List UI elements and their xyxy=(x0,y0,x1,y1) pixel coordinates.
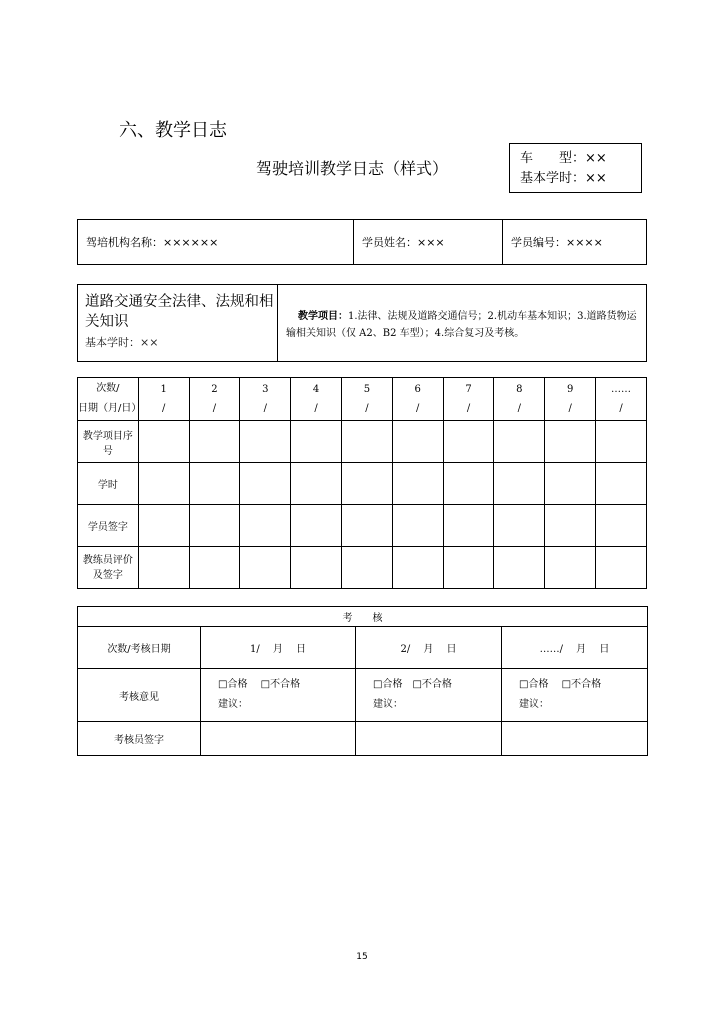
fill-cell[interactable] xyxy=(494,505,545,547)
pass-checkbox[interactable]: □合格 xyxy=(519,679,549,690)
pass-checkbox[interactable]: □合格 xyxy=(218,679,248,690)
schedule-table xyxy=(77,377,647,589)
fill-cell[interactable] xyxy=(596,463,647,505)
session-number: 5 xyxy=(363,384,371,395)
fill-cell[interactable] xyxy=(443,421,494,463)
session-date-slash: / xyxy=(365,403,369,414)
signature-cell[interactable] xyxy=(201,722,356,756)
fill-cell[interactable] xyxy=(596,421,647,463)
exam-opinion-cell xyxy=(201,669,356,722)
fill-cell[interactable] xyxy=(596,505,647,547)
course-box xyxy=(77,284,647,362)
session-date-slash: / xyxy=(619,403,623,414)
exam-date-cell[interactable]: 2/ 月 日 xyxy=(356,627,502,669)
session-column xyxy=(342,378,393,421)
pass-checkbox[interactable]: □合格 xyxy=(373,679,403,690)
basic-hours-row xyxy=(520,169,641,189)
examiner-signature-label: 考核员签字 xyxy=(78,722,201,756)
fill-cell[interactable] xyxy=(494,547,545,589)
fill-cell[interactable] xyxy=(189,505,240,547)
session-number: 2 xyxy=(211,384,218,395)
signature-cell[interactable] xyxy=(502,722,648,756)
general-info-box xyxy=(77,219,647,265)
course-info xyxy=(78,285,278,361)
course-hours: 基本学时：×× xyxy=(85,336,159,349)
session-date-slash: / xyxy=(161,403,166,414)
row-label-hours: 学时 xyxy=(78,463,139,505)
fill-cell[interactable] xyxy=(291,421,342,463)
exam-opinion-cell xyxy=(356,669,502,722)
section-title: 六、教学日志 xyxy=(119,120,227,141)
exam-signature-row xyxy=(78,722,648,756)
fill-cell[interactable] xyxy=(138,505,189,547)
fill-cell[interactable] xyxy=(240,463,291,505)
fill-cell[interactable] xyxy=(342,421,393,463)
opinion-options xyxy=(519,675,647,695)
session-number: 6 xyxy=(414,384,421,395)
fill-cell[interactable] xyxy=(138,463,189,505)
opinion-options xyxy=(218,675,355,695)
fill-cell[interactable] xyxy=(392,421,443,463)
fill-cell[interactable] xyxy=(291,505,342,547)
session-column xyxy=(291,378,342,421)
session-date-slash: / xyxy=(568,403,572,414)
fill-cell[interactable] xyxy=(596,547,647,589)
opinion-options xyxy=(373,675,501,695)
table-row xyxy=(78,463,647,505)
document-title: 驾驶培训教学日志（样式） xyxy=(256,159,449,178)
session-number: 1 xyxy=(160,384,167,395)
exam-date-row xyxy=(78,627,648,669)
schedule-header-cell xyxy=(78,378,142,421)
session-number: 7 xyxy=(465,384,472,395)
session-number: …… xyxy=(611,384,632,395)
exam-opinion-row xyxy=(78,669,648,722)
session-number: 3 xyxy=(262,384,269,395)
signature-cell[interactable] xyxy=(356,722,502,756)
vehicle-type-row xyxy=(520,149,641,169)
fail-checkbox[interactable]: □不合格 xyxy=(412,679,452,690)
session-number: 9 xyxy=(566,384,574,395)
session-date-slash: / xyxy=(517,403,522,414)
page-number: 15 xyxy=(356,952,368,962)
fill-cell[interactable] xyxy=(494,421,545,463)
session-column xyxy=(545,378,596,421)
course-content-text: 1.法律、法规及道路交通信号；2.机动车基本知识；3.道路货物运输相关知识（仅 A2、B2 车型）；4.综合复习及考核。 xyxy=(286,311,637,339)
session-column xyxy=(392,378,443,421)
session-column xyxy=(494,378,545,421)
fill-cell[interactable] xyxy=(443,463,494,505)
session-number: 4 xyxy=(312,384,320,395)
exam-title-row xyxy=(78,607,648,627)
course-content-label: 教学项目： xyxy=(298,311,348,322)
row-label-instructor-evaluation: 教练员评价及签字 xyxy=(78,547,139,589)
session-number: 8 xyxy=(516,384,523,395)
session-column xyxy=(240,378,291,421)
fill-cell[interactable] xyxy=(545,463,596,505)
fill-cell[interactable] xyxy=(342,505,393,547)
fill-cell[interactable] xyxy=(392,463,443,505)
fill-cell[interactable] xyxy=(494,463,545,505)
exam-title: 考 核 xyxy=(78,607,648,627)
vehicle-type-value: ×× xyxy=(585,151,607,166)
fill-cell[interactable] xyxy=(240,421,291,463)
session-date-slash: / xyxy=(466,403,471,414)
fail-checkbox[interactable]: □不合格 xyxy=(260,679,301,690)
fill-cell[interactable] xyxy=(240,505,291,547)
session-date-slash: / xyxy=(314,403,318,414)
fill-cell[interactable] xyxy=(189,463,240,505)
exam-opinion-label: 考核意见 xyxy=(78,669,201,722)
vehicle-type-label: 车 型： xyxy=(520,151,586,166)
fill-cell[interactable] xyxy=(291,463,342,505)
exam-date-label: 次数/考核日期 xyxy=(78,627,201,669)
schedule-header-row xyxy=(78,378,647,421)
exam-date-cell[interactable]: 1/ 月 日 xyxy=(201,627,356,669)
course-content xyxy=(278,285,646,361)
student-id-field: 学员编号：×××× xyxy=(511,236,603,249)
fill-cell[interactable] xyxy=(138,547,189,589)
fill-cell[interactable] xyxy=(392,505,443,547)
session-date-slash: / xyxy=(416,403,420,414)
fill-cell[interactable] xyxy=(443,505,494,547)
fill-cell[interactable] xyxy=(545,421,596,463)
session-column xyxy=(138,378,189,421)
basic-hours-value: ×× xyxy=(585,171,607,186)
fill-cell[interactable] xyxy=(545,547,596,589)
session-column xyxy=(443,378,494,421)
course-name: 道路交通安全法律、法规和相关知识 xyxy=(85,294,274,330)
fill-cell[interactable] xyxy=(342,547,393,589)
fill-cell[interactable] xyxy=(138,421,189,463)
vehicle-info-box xyxy=(509,143,642,193)
fill-cell[interactable] xyxy=(392,547,443,589)
exam-table xyxy=(77,606,648,756)
exam-date-cell[interactable]: ……/ 月 日 xyxy=(502,627,648,669)
student-name-field: 学员姓名：××× xyxy=(354,220,503,264)
fill-cell[interactable] xyxy=(545,505,596,547)
schedule-header-line2: 日期（月/日） xyxy=(78,403,142,414)
basic-hours-label: 基本学时： xyxy=(520,171,586,186)
fill-cell[interactable] xyxy=(342,463,393,505)
schedule-header-line1: 次数/ xyxy=(96,383,120,394)
school-name-field: 驾培机构名称：×××××× xyxy=(78,220,354,264)
session-column xyxy=(596,378,647,421)
fill-cell[interactable] xyxy=(189,547,240,589)
suggestion-label: 建议： xyxy=(218,699,248,710)
row-label-student-signature: 学员签字 xyxy=(78,505,139,547)
suggestion-label: 建议： xyxy=(519,699,549,710)
exam-opinion-cell xyxy=(502,669,648,722)
fill-cell[interactable] xyxy=(443,547,494,589)
fill-cell[interactable] xyxy=(291,547,342,589)
fill-cell[interactable] xyxy=(189,421,240,463)
table-row xyxy=(78,547,647,589)
table-row xyxy=(78,505,647,547)
session-column xyxy=(189,378,240,421)
row-label-project-number: 教学项目序号 xyxy=(78,421,139,463)
fill-cell[interactable] xyxy=(240,547,291,589)
suggestion-label: 建议： xyxy=(373,699,403,710)
table-row xyxy=(78,421,647,463)
session-date-slash: / xyxy=(212,403,217,414)
session-date-slash: / xyxy=(263,403,267,414)
fail-checkbox[interactable]: □不合格 xyxy=(561,679,602,690)
